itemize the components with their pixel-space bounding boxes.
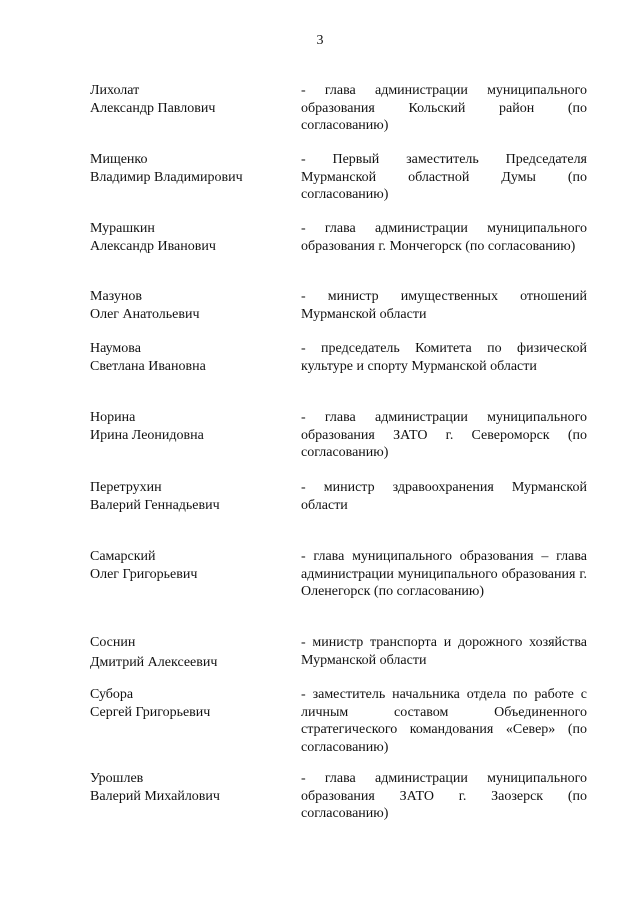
member-name [90,151,280,186]
member-given-names: Александр Павлович [90,100,216,116]
member-name [90,340,280,375]
member-surname: Самарский [90,549,156,564]
member-surname: Норина [90,410,136,425]
member-name [90,686,280,721]
member-given-names: Олег Григорьевич [90,566,198,582]
member-name [90,634,280,671]
member-given-names: Дмитрий Алексеевич [90,654,218,670]
member-surname: Перетрухин [90,480,162,495]
member-name [90,220,280,255]
member-surname: Субора [90,687,134,702]
member-given-names: Светлана Ивановна [90,358,206,374]
member-given-names: Валерий Геннадьевич [90,497,220,513]
member-name [90,770,280,805]
member-given-names: Олег Анатольевич [90,306,200,322]
member-role: - министр имущественных отношений Мурманской области [301,289,587,322]
member-role: - глава администрации муниципального образования г. Мончегорск (по согласованию) [301,221,587,254]
member-given-names: Александр Иванович [90,238,216,254]
member-name [90,479,280,514]
member-surname: Мищенко [90,152,148,167]
member-given-names: Сергей Григорьевич [90,704,211,720]
member-role: - заместитель начальника отдела по работе с личным составом Объединенного стратегического командования «Север» (по согласованию) [301,687,587,755]
member-surname: Урошлев [90,771,144,786]
member-name [90,409,280,444]
member-surname: Мазунов [90,289,143,304]
member-surname: Соснин [90,635,136,650]
member-given-names: Валерий Михайлович [90,788,220,804]
member-role: - председатель Комитета по физической культуре и спорту Мурманской области [301,341,587,374]
member-role: - министр здравоохранения Мурманской области [301,480,587,513]
member-surname: Лихолат [90,83,140,98]
member-name [90,288,280,323]
member-role: - министр транспорта и дорожного хозяйства Мурманской области [301,635,587,668]
member-name [90,548,280,583]
member-name [90,82,280,117]
member-surname: Наумова [90,341,141,356]
member-surname: Мурашкин [90,221,155,236]
member-role: - глава администрации муниципального образования Кольский район (по согласованию) [301,83,587,133]
member-role: - глава администрации муниципального образования ЗАТО г. Североморск (по согласованию) [301,410,587,460]
member-given-names: Владимир Владимирович [90,169,243,185]
member-role: - глава муниципального образования – глава администрации муниципального образования г. Оленегорск (по согласованию) [301,549,587,599]
page-number: 3 [316,33,324,48]
member-given-names: Ирина Леонидовна [90,427,204,443]
member-role: - глава администрации муниципального образования ЗАТО г. Заозерск (по согласованию) [301,771,587,821]
member-role: - Первый заместитель Председателя Мурманской областной Думы (по согласованию) [301,152,587,202]
